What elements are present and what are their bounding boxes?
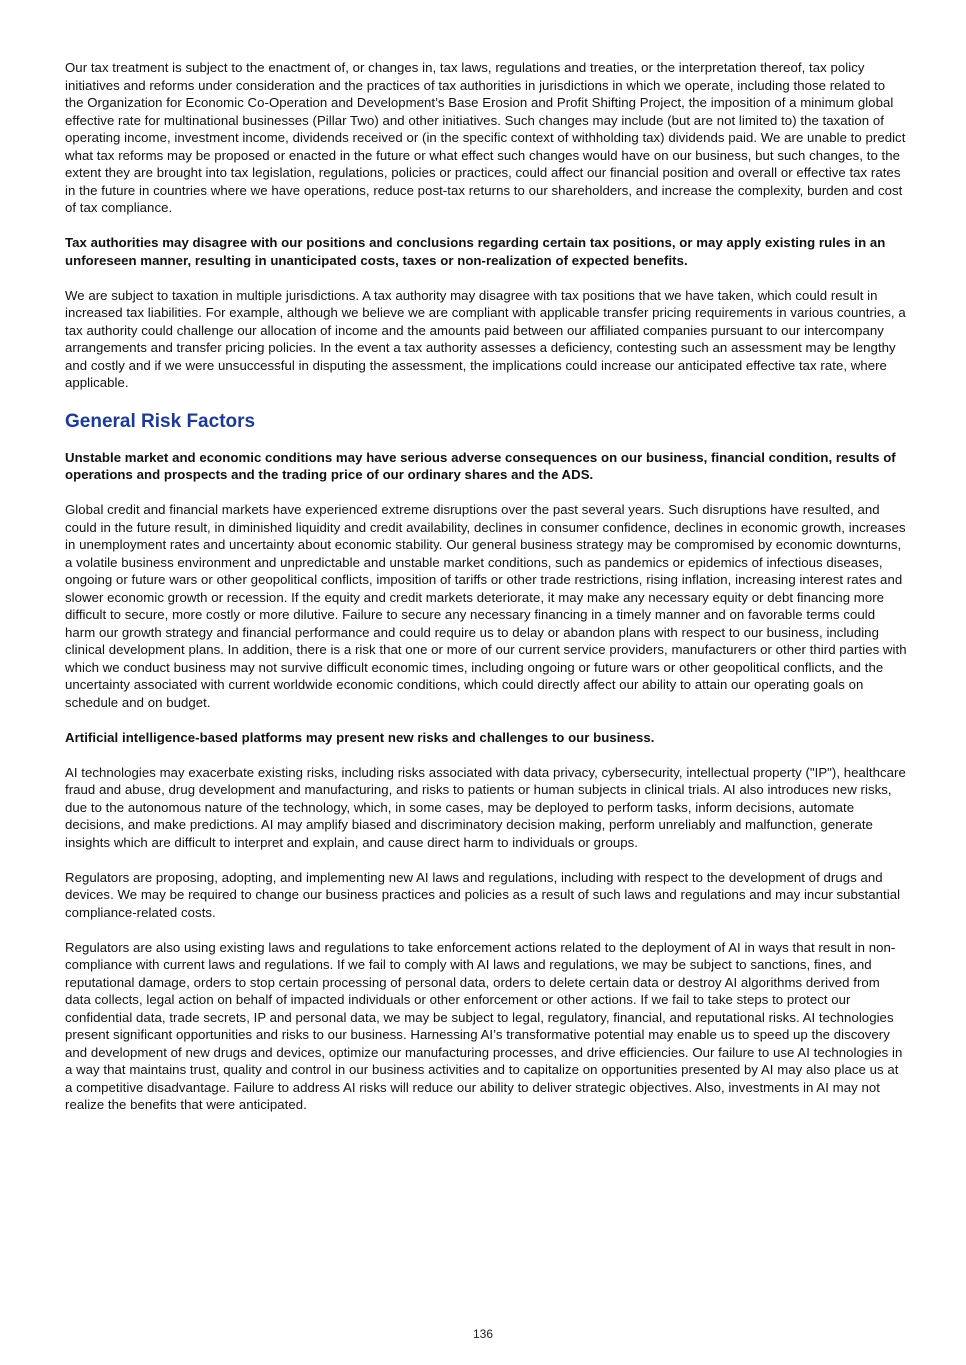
paragraph-ai-risks: AI technologies may exacerbate existing risks, including risks associated with data privacy, cybersecurity, intellectual property ("IP"), healthcare fraud and abuse, drug development and manufacturing, and risks to patients or human subjects in clinical trials. AI also introduces new risks, due to the autonomous nature of the technology, which, in some cases, may be deployed to perform tasks, inform decisions, automate decisions, and make predictions. AI may amplify biased and discriminatory decision making, perform unreliably and malfunction, generate insights which are difficult to interpret and explain, and cause direct harm to individuals or groups.: [65, 764, 906, 850]
paragraph-credit-markets: Global credit and financial markets have experienced extreme disruptions over the past several years. Such disruptions have resulted, and could in the future result, in diminished liquidity and credit availability, declines in consumer confidence, declines in economic growth, increases in unemployment rates and uncertainty about economic stability. Our general business strategy may be compromised by economic downturns, a volatile business environment and unpredictable and unstable market conditions, such as pandemics or epidemics of infectious diseases, ongoing or future wars or other geopolitical conflicts, imposition of tariffs or other trade restrictions, rising inflation, increasing interest rates and slower economic growth or recession. If the equity and credit markets deteriorate, it may make any necessary equity or debt financing more difficult to secure, more costly or more dilutive. Failure to secure any necessary financing in a timely manner and on favorable terms could harm our growth strategy and financial performance and could require us to delay or abandon plans with respect to our business, including clinical development plans. In addition, there is a risk that one or more of our current service providers, manufacturers or other third parties with which we conduct business may not survive difficult economic times, including ongoing or future wars or other geopolitical conflicts, and the uncertainty associated with current worldwide economic conditions, which could directly affect our ability to attain our operating goals on schedule and on budget.: [65, 502, 907, 710]
document-body: [65, 59, 907, 1114]
section-title-general-risk-factors: General Risk Factors: [65, 410, 256, 432]
paragraph-ai-regulators: Regulators are proposing, adopting, and implementing new AI laws and regulations, including with respect to the development of drugs and devices. We may be required to change our business practices and policies as a result of such laws and regulations and may incur substantial compliance-related costs.: [65, 869, 901, 920]
subheading-unstable-market: Unstable market and economic conditions may have serious adverse consequences on our business, financial condition, results of operations and prospects and the trading price of our ordinary shares and the ADS.: [65, 449, 896, 482]
paragraph-taxation-jurisdictions: We are subject to taxation in multiple jurisdictions. A tax authority may disagree with tax positions that we have taken, which could result in increased tax liabilities. For example, although we believe we are compliant with applicable transfer pricing requirements in various countries, a tax authority could challenge our allocation of income and the amounts paid between our affiliated companies pursuant to our intercompany arrangements and transfer pricing policies. In the event a tax authority assesses a deficiency, contesting such an assessment may be lengthy and costly and if we were unsuccessful in disputing the assessment, the implications could increase our anticipated effective tax rate, where applicable.: [65, 287, 906, 390]
page-number: 136: [472, 1327, 494, 1341]
paragraph-ai-enforcement: Regulators are also using existing laws and regulations to take enforcement actions related to the deployment of AI in ways that result in non-compliance with current laws and regulations. If we fail to comply with AI laws and regulations, we may be subject to sanctions, fines, and reputational damage, orders to stop certain processing of personal data, orders to delete certain data or destroy AI algorithms derived from data collects, legal action on behalf of impacted individuals or other enforcement or other actions. If we fail to take steps to protect our confidential data, trade secrets, IP and personal data, we may be subject to legal, regulatory, financial, and reputational risks. AI technologies present significant opportunities and risks to our business. Harnessing AI’s transformative potential may enable us to speed up the discovery and development of new drugs and devices, optimize our manufacturing processes, and drive efficiencies. Our failure to use AI technologies in a way that maintains trust, quality and control in our business activities and to capitalize on opportunities presented by AI may also place us at a competitive disadvantage. Failure to address AI risks will reduce our ability to deliver strategic objectives. Also, investments in AI may not realize the benefits that were anticipated.: [65, 939, 903, 1112]
paragraph-tax-treatment: Our tax treatment is subject to the enactment of, or changes in, tax laws, regulations and treaties, or the interpretation thereof, tax policy initiatives and reforms under consideration and the practices of tax authorities in jurisdictions in which we operate, including those related to the Organization for Economic Co-Operation and Development’s Base Erosion and Profit Shifting Project, the imposition of a minimum global effective rate for multinational businesses (Pillar Two) and other initiatives. Such changes may include (but are not limited to) the taxation of operating income, investment income, dividends received or (in the specific context of withholding tax) dividends paid. We are unable to predict what tax reforms may be proposed or enacted in the future or what effect such changes would have on our business, but such changes, to the extent they are brought into tax legislation, regulations, policies or practices, could affect our financial position and overall or effective tax rates in the future in countries where we have operations, reduce post-tax returns to our shareholders, and increase the complexity, burden and cost of tax compliance.: [65, 60, 906, 215]
subheading-tax-authorities: Tax authorities may disagree with our positions and conclusions regarding certain tax positions, or may apply existing rules in an unforeseen manner, resulting in unanticipated costs, taxes or non-realization of expected benefits.: [65, 235, 886, 268]
subheading-artificial-intelligence: Artificial intelligence-based platforms may present new risks and challenges to our business.: [65, 729, 655, 745]
